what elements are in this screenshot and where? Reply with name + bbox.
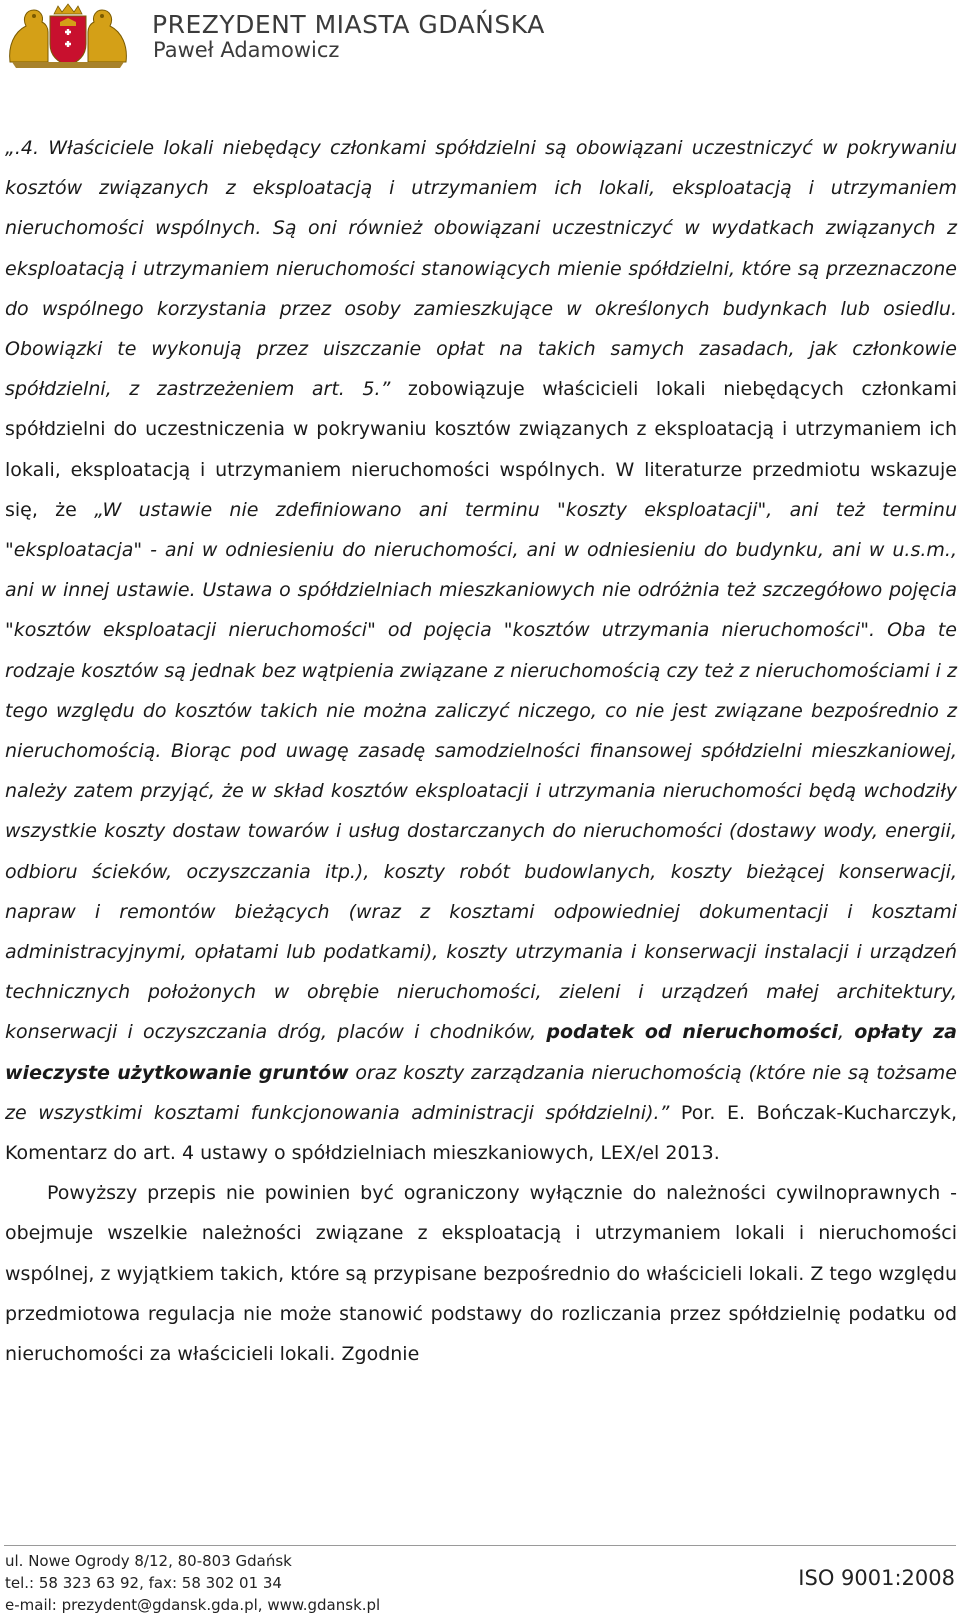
emphasis-fees: opłaty za wieczyste użytkowanie gruntów — [5, 1021, 957, 1084]
letterhead-title: PREZYDENT MIASTA GDAŃSKA — [152, 10, 545, 39]
citation: Por. E. Bończak-Kucharczyk, Komentarz do art. 4 ustawy o spółdzielniach mieszkaniowych, LEX/el 2013. — [5, 1101, 957, 1165]
iso-certificate: ISO 9001:2008 — [798, 1566, 955, 1590]
emphasis-tax: podatek od nieruchomości — [546, 1021, 838, 1044]
footer — [0, 1545, 960, 1620]
document-body — [5, 128, 957, 1374]
quote-statute: „.4. Właściciele lokali niebędący członkami spółdzielni są obowiązani uczestniczyć w pokrywaniu kosztów związanych z eksploatacją i utrzymaniem ich lokali, eksploatacją i utrzymaniem nieruchomości wspólnych. Są oni również obowiązani uczestniczyć w wydatkach związanych z eksploatacją i utrzymaniem nieruchomości stanowiących mienie spółdzielni, które są przeznaczone do wspólnego korzystania przez osoby zamieszkujące w określonych budynkach lub osiedlu. Obowiązki te wykonują przez uiszczanie opłat na takich samych zasadach, jak członkowie spółdzielni, z zastrzeżeniem art. 5.” — [5, 137, 957, 401]
gdansk-coat-of-arms-icon — [4, 2, 132, 70]
footer-address: ul. Nowe Ogrody 8/12, 80-803 Gdańsk — [5, 1552, 292, 1570]
footer-phone: tel.: 58 323 63 92, fax: 58 302 01 34 — [5, 1574, 282, 1592]
text-segment: zobowiązuje właścicieli lokali niebędących członkami spółdzielni do uczestniczenia w pokrywaniu kosztów związanych z eksploatacją i utrzymaniem ich lokali, eksploatacją i utrzymaniem nieruchomości wspólnych. W literaturze przedmiotu wskazuje się, że — [5, 378, 957, 521]
quote-commentary: „W ustawie nie zdefiniowano ani terminu "koszty eksploatacji", ani też terminu "eksploatacja" - ani w odniesieniu do nieruchomości, ani w odniesieniu do budynku, ani w u.s.m., ani w innej ustawie. Ustawa o spółdzielniach mieszkaniowych nie odróżnia też szczegółowo pojęcia "kosztów eksploatacji nieruchomości" od pojęcia "kosztów utrzymania nieruchomości". Oba te rodzaje kosztów są jednak bez wątpienia związane z nieruchomością czy też z nieruchomościami i z tego względu do kosztów takich nie można zaliczyć niczego, co nie jest związane bezpośrednio z nieruchomością. Biorąc pod uwagę zasadę samodzielności finansowej spółdzielni mieszkaniowej, należy zatem przyjąć, że w skład kosztów eksploatacji i utrzymania nieruchomości będą wchodziły wszystkie koszty dostaw towarów i usług dostarczanych do nieruchomości (dostawy wody, energii, odbioru ścieków, oczyszczania itp.), koszty robót budowlanych, koszty bieżącej konserwacji, napraw i remontów bieżących (wraz z kosztami odpowiedniej dokumentacji i kosztami administracyjnymi, opłatami lub podatkami), koszty utrzymania i konserwacji instalacji i urządzeń technicznych położonych w obrębie nieruchomości, zieleni i urządzeń małej architektury, konserwacji i oczyszczania dróg, placów i chodników, — [5, 498, 957, 1044]
footer-email: e-mail: prezydent@gdansk.gda.pl, www.gdansk.pl — [5, 1596, 381, 1614]
letterhead-name: Paweł Adamowicz — [153, 38, 340, 62]
quote-separator: , — [837, 1021, 855, 1044]
letterhead — [0, 0, 960, 80]
paragraph-2: Powyższy przepis nie powinien być ograniczony wyłącznie do należności cywilnoprawnych - obejmuje wszelkie należności związane z eksploatacją i utrzymaniem lokali i nieruchomości wspólnej, z wyjątkiem takich, które są przypisane bezpośrednio do właścicieli lokali. Z tego względu przedmiotowa regulacja nie może stanowić podstawy do rozliczania przez spółdzielnię podatku od nieruchomości za właścicieli lokali. Zgodnie — [5, 1182, 957, 1366]
paragraph-1 — [5, 128, 957, 1173]
quote-commentary-end: oraz koszty zarządzania nieruchomością (które nie są tożsame ze wszystkimi kosztami funkcjonowania administracji spółdzielni).” — [5, 1061, 957, 1124]
footer-divider — [4, 1545, 956, 1546]
